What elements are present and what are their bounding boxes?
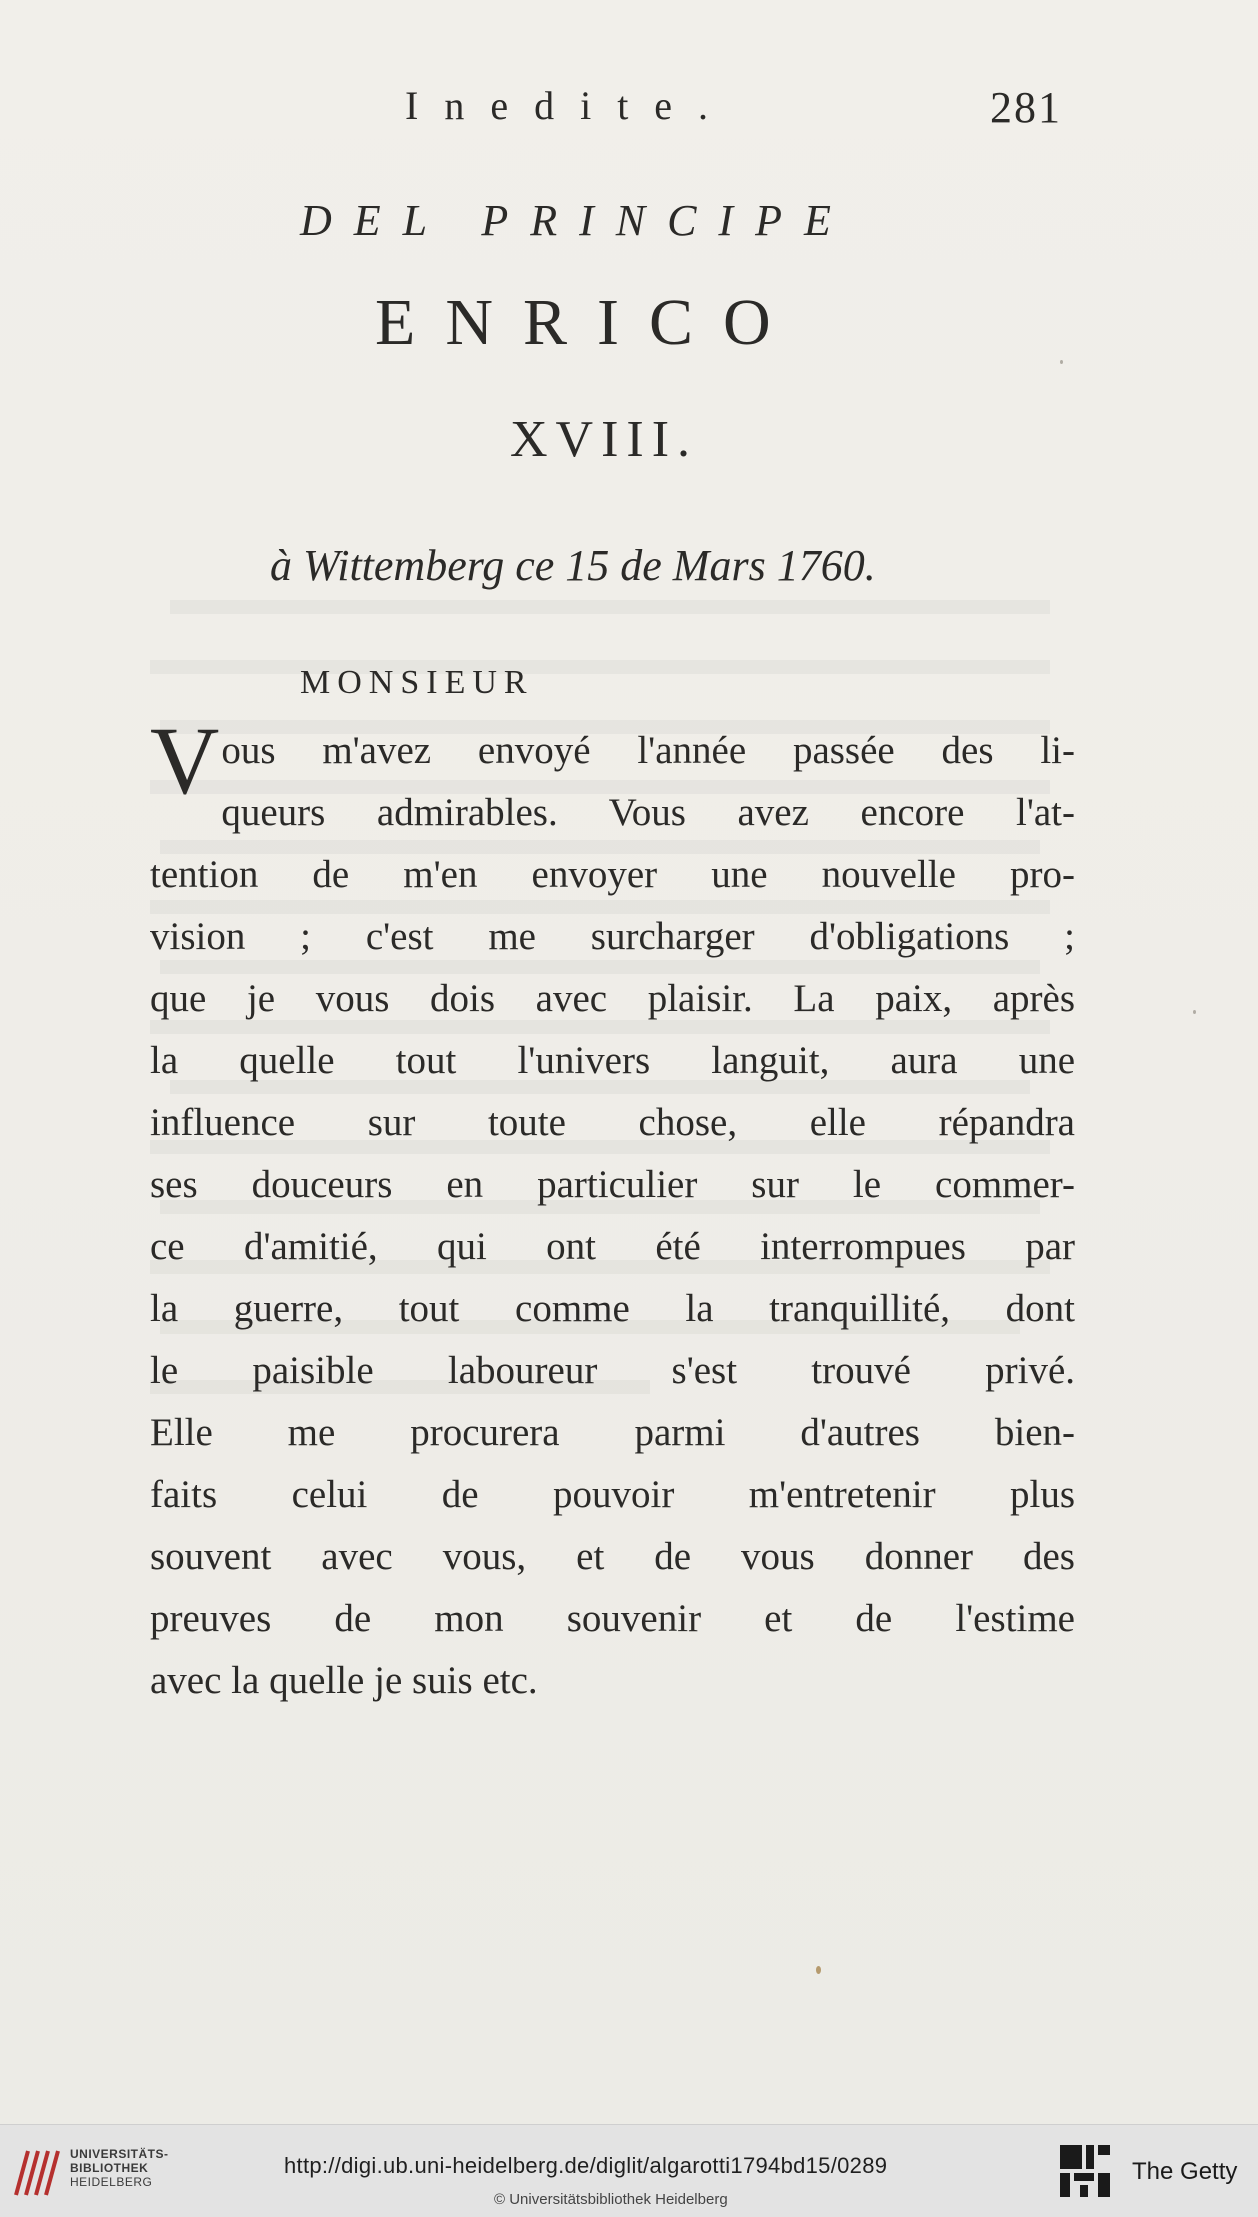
permalink-url[interactable]: http://digi.ub.uni-heidelberg.de/diglit/algarotti1794bd15/0289 <box>284 2153 888 2178</box>
dateline: à Wittemberg ce 15 de Mars 1760. <box>270 541 876 590</box>
letter-line: ses douceurs en particulier sur le commer- <box>150 1163 1075 1206</box>
title-line-2: ENRICO <box>375 286 801 359</box>
letter-line: ous m'avez envoyé l'année passée des li- <box>221 729 1075 772</box>
viewer-footer <box>0 2124 1258 2217</box>
getty-logo-icon <box>1058 2143 1112 2199</box>
letter-line: la quelle tout l'univers languit, aura une <box>150 1039 1075 1082</box>
letter-line: la guerre, tout comme la tranquillité, dont <box>150 1287 1075 1330</box>
running-head: Inedite. <box>405 83 735 128</box>
letter-line: queurs admirables. Vous avez encore l'at- <box>221 791 1075 834</box>
library-line-1: UNIVERSITÄTS- <box>70 2147 169 2161</box>
title-line-3: XVIII. <box>510 411 699 468</box>
salutation: MONSIEUR <box>300 664 534 701</box>
letter-line: influence sur toute chose, elle répandra <box>150 1101 1075 1144</box>
letter-line: que je vous dois avec plaisir. La paix, après <box>150 977 1075 1020</box>
letter-line: souvent avec vous, et de vous donner des <box>150 1535 1075 1578</box>
letter-line: Elle me procurera parmi d'autres bien- <box>150 1411 1075 1454</box>
partner-name: The Getty <box>1132 2158 1238 2185</box>
university-library-name <box>70 2147 169 2189</box>
library-line-3: HEIDELBERG <box>70 2175 153 2189</box>
letter-line: avec la quelle je suis etc. <box>150 1659 538 1702</box>
letter-line: tention de m'en envoyer une nouvelle pro- <box>150 853 1075 896</box>
copyright-notice: © Universitätsbibliothek Heidelberg <box>494 2191 728 2208</box>
letter-line: ce d'amitié, qui ont été interrompues par <box>150 1225 1075 1268</box>
letter-line: le paisible laboureur s'est trouvé privé. <box>150 1349 1075 1392</box>
library-line-2: BIBLIOTHEK <box>70 2161 149 2175</box>
letter-line: faits celui de pouvoir m'entretenir plus <box>150 1473 1075 1516</box>
drop-cap: V <box>150 707 220 814</box>
page-number: 281 <box>990 83 1062 132</box>
university-library-logo-icon <box>12 2143 66 2199</box>
letter-line: vision ; c'est me surcharger d'obligations ; <box>150 915 1075 958</box>
letter-body <box>150 707 1075 1712</box>
title-line-1: DEL PRINCIPE <box>300 196 853 245</box>
paper-speck <box>1060 360 1063 364</box>
letter-line: preuves de mon souvenir et de l'estime <box>150 1597 1075 1640</box>
paper-speck <box>1193 1010 1196 1014</box>
paper-speck <box>816 1966 821 1974</box>
